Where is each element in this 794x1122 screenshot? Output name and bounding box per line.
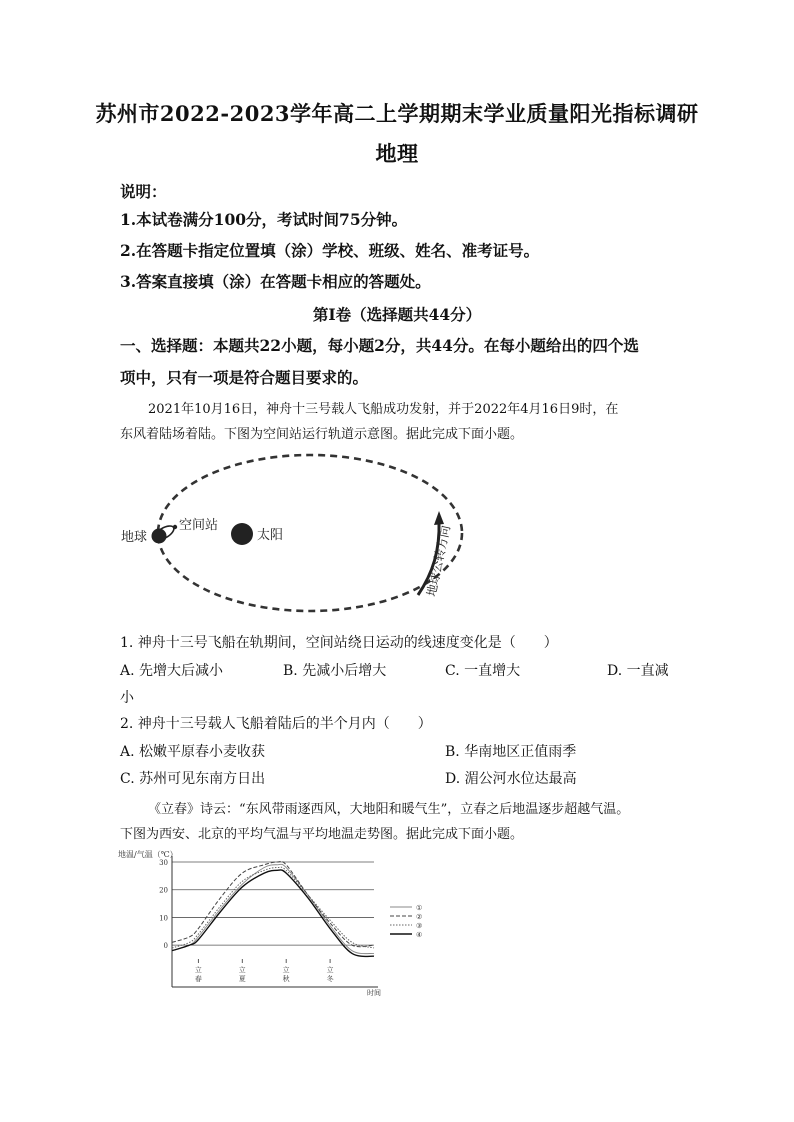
notes-heading: 说明： xyxy=(120,182,167,201)
option-b: B. 先减小后增大 xyxy=(283,663,387,679)
question-stem: 2. 神舟十三号载人飞船着陆后的半个月内（ ） xyxy=(120,716,432,732)
notes-item: 1.本试卷满分100分，考试时间75分钟。 xyxy=(120,210,408,229)
passage-text: 2021年10月16日，神舟十三号载人飞船成功发射，并于2022年4月16日9时，在 xyxy=(148,402,619,417)
x-tick-label: 冬 xyxy=(326,975,334,983)
y-tick-label: 10 xyxy=(159,914,168,923)
y-tick-label: 30 xyxy=(159,859,168,867)
y-tick-label: 20 xyxy=(159,886,168,895)
space-station-icon xyxy=(173,525,177,529)
legend-label: ③ xyxy=(416,922,423,930)
x-tick-label: 立 xyxy=(194,966,202,974)
option-d: D. 一直减 xyxy=(607,663,669,679)
arrow-head-icon xyxy=(434,511,444,525)
x-tick-label: 春 xyxy=(194,975,202,983)
exam-subject: 地理 xyxy=(375,141,419,166)
exam-title: 苏州市2022-2023学年高二上学期期末学业质量阳光指标调研 xyxy=(95,101,699,126)
passage-text: 下图为西安、北京的平均气温与平均地温走势图。据此完成下面小题。 xyxy=(120,827,524,842)
sun-label: 太阳 xyxy=(257,528,284,543)
y-axis-label: 地温/气温（℃） xyxy=(118,850,178,859)
sun-icon xyxy=(231,523,253,545)
earth-label: 地球 xyxy=(121,530,148,545)
x-tick-label: 立 xyxy=(326,966,334,974)
section-instruction: 一、选择题：本题共22小题，每小题2分，共44分。在每小题给出的四个选 xyxy=(120,336,639,355)
option-d: D. 湄公河水位达最高 xyxy=(445,771,577,787)
option-a: A. 先增大后减小 xyxy=(120,663,224,679)
x-tick-label: 立 xyxy=(238,966,246,974)
orbit-ellipse xyxy=(158,455,462,611)
option-d-wrap: 小 xyxy=(120,690,134,706)
option-c: C. 苏州可见东南方日出 xyxy=(120,771,266,787)
part-heading: 第Ⅰ卷（选择题共44分） xyxy=(312,305,482,324)
direction-label: 地球公转方向 xyxy=(424,524,453,598)
passage-text: 《立春》诗云：“东风带雨逐西风，大地阳和暖气生”，立春之后地温逐步超越气温。 xyxy=(148,802,630,817)
x-tick-label: 立 xyxy=(282,966,290,974)
x-axis-label: 时间 xyxy=(367,989,381,997)
temperature-chart xyxy=(112,845,442,1000)
legend-label: ② xyxy=(416,913,423,921)
notes-item: 3.答案直接填（涂）在答题卡相应的答题处。 xyxy=(120,272,431,291)
option-a: A. 松嫩平原春小麦收获 xyxy=(120,744,266,760)
station-label: 空间站 xyxy=(179,518,219,533)
section-instruction: 项中，只有一项是符合题目要求的。 xyxy=(120,368,369,387)
x-tick-label: 秋 xyxy=(282,975,290,983)
orbit-diagram xyxy=(115,445,475,625)
question-stem: 1. 神舟十三号飞船在轨期间，空间站绕日运动的线速度变化是（ ） xyxy=(120,635,558,651)
option-c: C. 一直增大 xyxy=(445,663,521,679)
passage-text: 东风着陆场着陆。下图为空间站运行轨道示意图。据此完成下面小题。 xyxy=(120,427,524,442)
x-tick-label: 夏 xyxy=(238,975,246,983)
legend-label: ④ xyxy=(416,931,423,939)
notes-item: 2.在答题卡指定位置填（涂）学校、班级、姓名、准考证号。 xyxy=(120,241,540,260)
legend-label: ① xyxy=(416,904,423,912)
series-line-1 xyxy=(172,864,374,953)
option-b: B. 华南地区正值雨季 xyxy=(445,744,577,760)
y-tick-label: 0 xyxy=(163,942,168,951)
